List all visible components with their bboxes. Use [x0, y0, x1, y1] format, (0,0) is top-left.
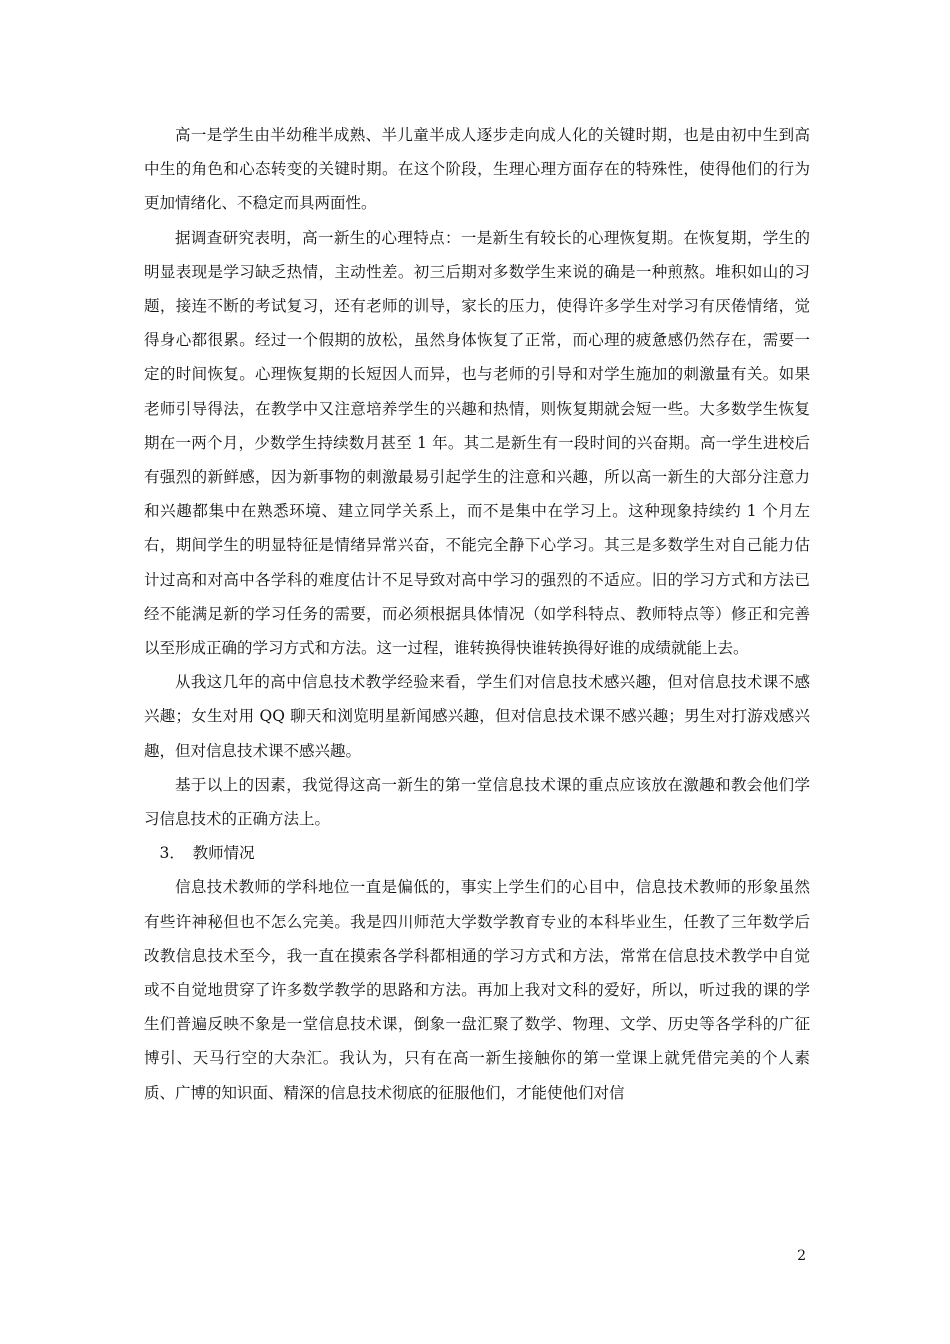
paragraph-conclusion: 基于以上的因素，我觉得这高一新生的第一堂信息技术课的重点应该放在激趣和教会他们学习信息技术的正确方法上。 — [144, 775, 810, 829]
document-body — [144, 118, 810, 1110]
paragraph-survey: 据调查研究表明，高一新生的心理特点：一是新生有较长的心理恢复期。在恢复期，学生的明显表现是学习缺乏热情，主动性差。初三后期对多数学生来说的确是一种煎熬。堆积如山的习题，接连不断的考试复习，还有老师的训导，家长的压力，使得许多学生对学习有厌倦情绪，觉得身心都很累。经过一个假期的放松，虽然身体恢复了正常，而心理的疲惫感仍然存在，需要一定的时间恢复。心理恢复期的长短因人而异，也与老师的引导和对学生施加的刺激量有关。如果老师引导得法，在教学中又注意培养学生的兴趣和热情，则恢复期就会短一些。大多数学生恢复期在一两个月，少数学生持续数月甚至 1 年。其二是新生有一段时间的兴奋期。高一学生进校后有强烈的新鲜感，因为新事物的刺激最易引起学生的注意和兴趣，所以高一新生的大部分注意力和兴趣都集中在熟悉环境、建立同学关系上，而不是集中在学习上。这种现象持续约 1 个月左右，期间学生的明显特征是情绪异常兴奋，不能完全静下心学习。其三是多数学生对自己能力估计过高和对高中各学科的难度估计不足导致对高中学习的强烈的不适应。旧的学习方式和方法已经不能满足新的学习任务的需要，而必须根据具体情况（如学科特点、教师特点等）修正和完善以至形成正确的学习方式和方法。这一过程，谁转换得快谁转换得好谁的成绩就能上去。 — [144, 228, 810, 658]
section-heading-teacher: 3． 教师情况 — [159, 844, 255, 863]
paragraph-experience: 从我这几年的高中信息技术教学经验来看，学生们对信息技术感兴趣，但对信息技术课不感兴趣；女生对用 QQ 聊天和浏览明星新闻感兴趣，但对信息技术课不感兴趣；男生对打游戏感兴趣，但对信息技术课不感兴趣。 — [144, 673, 810, 760]
paragraph-teacher: 信息技术教师的学科地位一直是偏低的，事实上学生们的心目中，信息技术教师的形象虽然有些许神秘但也不怎么完美。我是四川师范大学数学教育专业的本科毕业生，任教了三年数学后改教信息技术至今，我一直在摸索各学科都相通的学习方式和方法，常常在信息技术教学中自觉或不自觉地贯穿了许多数学教学的思路和方法。再加上我对文科的爱好，所以，听过我的课的学生们普遍反映不象是一堂信息技术课，倒象一盘汇聚了数学、物理、文学、历史等各学科的广征博引、天马行空的大杂汇。我认为，只有在高一新生接触你的第一堂课上就凭借完美的个人素质、广博的知识面、精深的信息技术彻底的征服他们，才能使他们对信 — [144, 878, 810, 1102]
page-number: 2 — [797, 1248, 806, 1264]
paragraph-intro: 高一是学生由半幼稚半成熟、半儿童半成人逐步走向成人化的关键时期，也是由初中生到高中生的角色和心态转变的关键时期。在这个阶段，生理心理方面存在的特殊性，使得他们的行为更加情绪化、不稳定而具两面性。 — [144, 126, 810, 213]
